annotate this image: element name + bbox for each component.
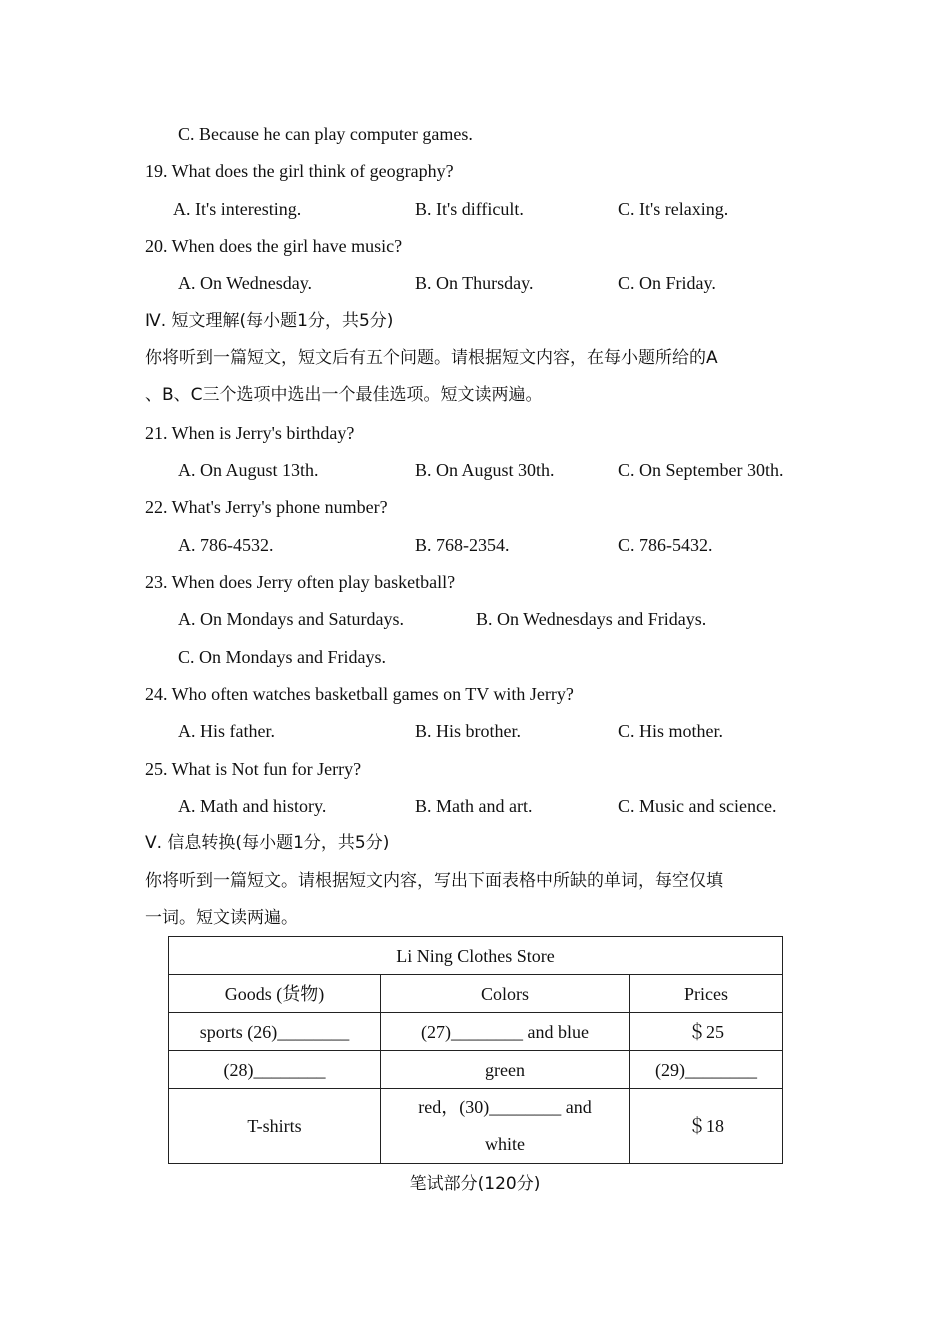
table-title: Li Ning Clothes Store: [169, 937, 783, 975]
q23-option-a: A. On Mondays and Saturdays.: [178, 609, 404, 629]
q25-option-b: B. Math and art.: [415, 796, 533, 816]
q24-option-b: B. His brother.: [415, 721, 521, 741]
cell-colors-30-line1: red，(30)________ and: [418, 1096, 592, 1117]
q22-option-b: B. 768-2354.: [415, 535, 510, 555]
section5-instruction-2: 一词。短文读两遍。: [145, 908, 298, 928]
q20-option-a: A. On Wednesday.: [178, 273, 313, 293]
q20-option-c: C. On Friday.: [618, 273, 716, 293]
q25-option-c: C. Music and science.: [618, 796, 777, 816]
q24-option-a: A. His father.: [178, 721, 275, 741]
section5-instruction-1: 你将听到一篇短文。请根据短文内容，写出下面表格中所缺的单词，每空仅填: [145, 871, 723, 891]
q25-question: 25. What is Not fun for Jerry?: [145, 759, 362, 779]
q24-option-c: C. His mother.: [618, 721, 724, 741]
cell-price-tshirts: ＄18: [630, 1089, 783, 1164]
q21-option-b: B. On August 30th.: [415, 460, 555, 480]
q22-option-c: C. 786-5432.: [618, 535, 713, 555]
q23-option-c: C. On Mondays and Fridays.: [178, 647, 386, 667]
q22-option-a: A. 786-4532.: [178, 535, 274, 555]
section4-instruction-2: 、B、C三个选项中选出一个最佳选项。短文读两遍。: [145, 385, 543, 405]
q19-option-c: C. It's relaxing.: [618, 199, 729, 219]
q20-question: 20. When does the girl have music?: [145, 236, 403, 256]
cell-price: ＄25: [630, 1013, 783, 1051]
q21-question: 21. When is Jerry's birthday?: [145, 423, 355, 443]
table-row: [169, 1013, 783, 1051]
q19-question: 19. What does the girl think of geography?: [145, 161, 454, 181]
cell-colors-30: [381, 1089, 630, 1164]
header-colors: Colors: [381, 975, 630, 1013]
cell-colors-27: (27)________ and blue: [381, 1013, 630, 1051]
cell-goods-tshirts: T-shirts: [169, 1089, 381, 1164]
q20-option-b: B. On Thursday.: [415, 273, 534, 293]
section4-instruction-1: 你将听到一篇短文，短文后有五个问题。请根据短文内容，在每小题所给的A: [145, 348, 718, 368]
cell-colors: green: [381, 1051, 630, 1089]
section5-heading: Ⅴ. 信息转换(每小题1分，共5分): [145, 833, 390, 853]
header-prices: Prices: [630, 975, 783, 1013]
q19-option-a: A. It's interesting.: [173, 199, 302, 219]
table-row: [169, 1089, 783, 1164]
q22-question: 22. What's Jerry's phone number?: [145, 497, 388, 517]
cell-price-29: (29)________: [630, 1051, 783, 1089]
table-row: [169, 1051, 783, 1089]
q21-option-c: C. On September 30th.: [618, 460, 784, 480]
info-table: [168, 936, 783, 1164]
cell-colors-30-line2: white: [485, 1133, 525, 1154]
header-goods: Goods (货物): [169, 975, 381, 1013]
q23-option-b: B. On Wednesdays and Fridays.: [476, 609, 707, 629]
q21-option-a: A. On August 13th.: [178, 460, 319, 480]
section4-heading: Ⅳ. 短文理解(每小题1分，共5分): [145, 311, 394, 331]
cell-goods-28: (28)________: [169, 1051, 381, 1089]
q18-option-c: C. Because he can play computer games.: [178, 124, 473, 144]
written-section-title: 笔试部分(120分): [409, 1174, 541, 1194]
q23-question: 23. When does Jerry often play basketball?: [145, 572, 456, 592]
cell-goods-26: sports (26)________: [169, 1013, 381, 1051]
q25-option-a: A. Math and history.: [178, 796, 327, 816]
q19-option-b: B. It's difficult.: [415, 199, 524, 219]
q24-question: 24. Who often watches basketball games on TV with Jerry?: [145, 684, 574, 704]
